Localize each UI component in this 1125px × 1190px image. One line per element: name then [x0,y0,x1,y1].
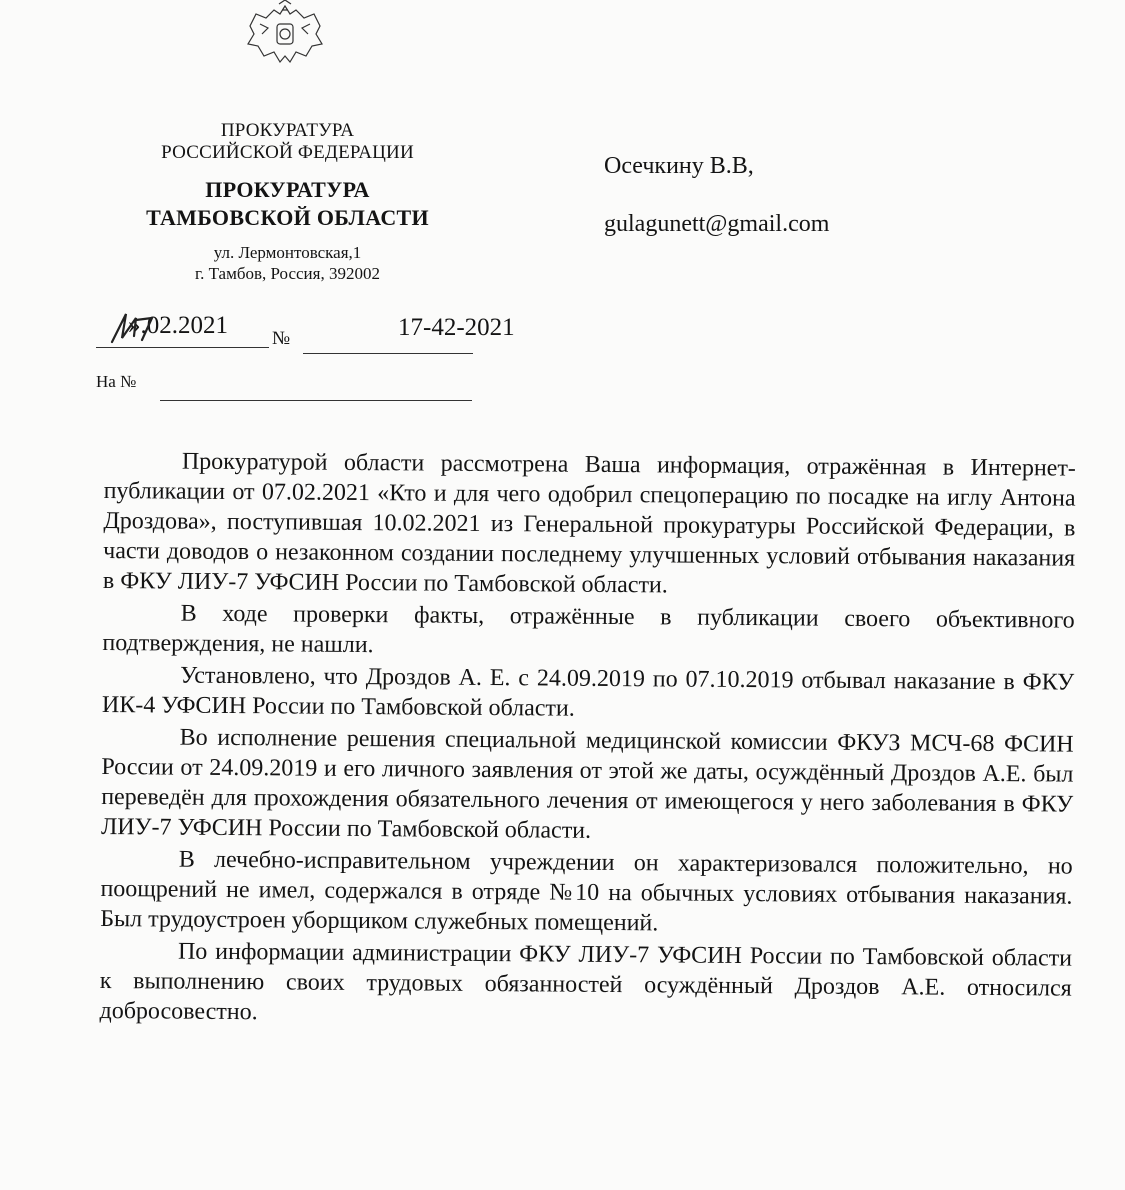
date-number-line [96,312,536,356]
recipient-block [604,150,829,240]
sender-line-1: ПРОКУРАТУРА [220,120,355,141]
address-city: г. Тамбов, Россия, 392002 [195,264,380,283]
recipient-name: Осечкину В.В, [604,153,754,179]
paragraph: Во исполнение решения специальной медицинской комиссии ФКУЗ МСЧ-68 ФСИН России от 24.09.2019 и его личного заявления от этой же даты, осуждённый Дроздов А.Е. был переведён для прохождения обязательного лечения от имеющегося у него заболевания в ФКУ ЛИУ-7 УФСИН России по Тамбовской области. [100,724,1074,844]
paragraph: В ходе проверки факты, отражённые в публикации своего объективного подтверждения, не нашли. [102,600,1075,659]
sender-org [110,176,465,232]
document-date: ».02.2021 [128,312,228,339]
paragraph: По информации администрации ФКУ ЛИУ-7 УФСИН России по Тамбовской области к выполнению своих трудовых обязанностей осуждённый Дроздов А.Е. относился добросовестно. [99,938,1073,1026]
sender-block [110,120,465,284]
sender-line-2: РОССИЙСКОЙ ФЕДЕРАЦИИ [161,142,414,163]
date-underline [96,347,269,348]
number-sign: № [272,328,291,349]
document-number: 17-42-2021 [398,314,515,341]
recipient-email: gulagunett@gmail.com [604,211,830,237]
paragraph: В лечебно-исправительном учреждении он характеризовался положительно, но поощрений не имел, содержался в отряде №10 на обычных условиях отбывания наказания. Был трудоустроен уборщиком служебных помещений. [100,846,1073,937]
paragraph: Установлено, что Дроздов А. Е. с 24.09.2019 по 07.10.2019 отбывал наказание в ФКУ ИК-4 УФСИН России по Тамбовской области. [101,662,1075,722]
handwritten-day-mark [106,308,158,348]
number-underline [303,353,473,354]
address-street: ул. Лермонтовская,1 [213,243,362,262]
reply-to-label: На № [96,372,137,391]
paragraph: Прокуратурой области рассмотрена Ваша информация, отражённая в Интернет-публикации от 07.02.2021 «Кто и для чего одобрил спецоперацию по посадке на иглу Антона Дроздова», поступившая 10.02.2021 из Генеральной прокуратуры Российской Федерации, в части доводов о незаконном создании последнему улучшенных условий отбывания наказания в ФКУ ЛИУ-7 УФСИН России по Тамбовской области. [102,448,1076,599]
letter-body [99,446,1076,1036]
reply-to-underline [160,400,472,401]
coat-of-arms-emblem-icon [244,0,326,68]
sender-org-line-2: ТАМБОВСКОЙ ОБЛАСТИ [146,205,429,230]
sender-address [110,242,465,284]
sender-org-line-1: ПРОКУРАТУРА [205,177,370,202]
